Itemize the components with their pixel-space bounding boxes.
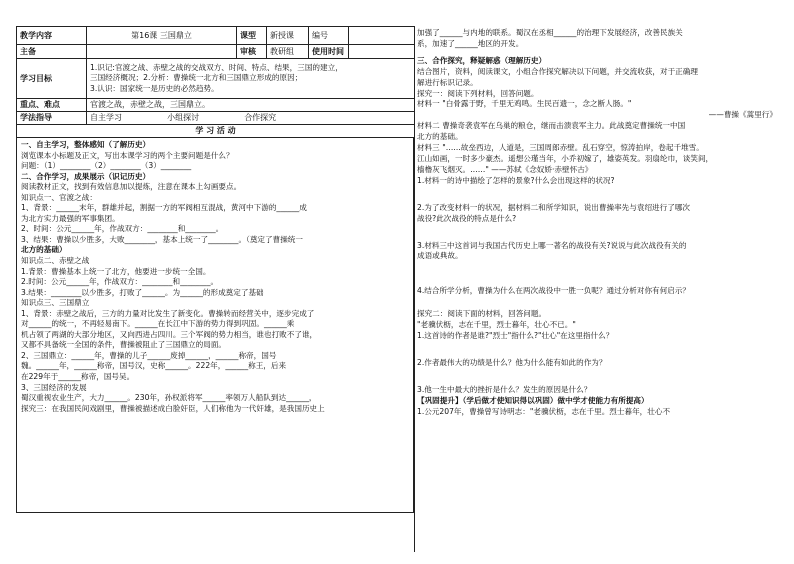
header-table xyxy=(16,26,415,138)
guide-v1: 自主学习 xyxy=(90,113,122,122)
right-line: 【巩固提升】（学后做才使知识得以巩固）做中学才使能力有所提高） xyxy=(417,395,649,405)
left-line: 3、结果：曹操以少胜多，大败________，基本上统一了________。（奠定了曹操统一 xyxy=(21,234,303,244)
right-line: 成语或典故。 xyxy=(417,251,463,261)
right-line: 2.作者最伟大的功绩是什么？他为什么能有如此的作为？ xyxy=(417,357,607,367)
left-column xyxy=(16,26,414,551)
left-line: 知识点二、赤壁之战 xyxy=(21,256,90,266)
left-line: 3、三国经济的发展 xyxy=(21,382,87,392)
author-label: 主备 xyxy=(17,45,87,59)
left-line: 魏。______年，______称帝，国号汉，史称______。222年，______称王，后来 xyxy=(21,361,287,371)
left-body xyxy=(16,138,414,513)
right-line: 1.这首诗的作者是谁?"烈士"指什么?"壮心"在这里指什么？ xyxy=(417,331,614,341)
left-line: 阅读教材正文，找到有效信息加以提炼，注意在课本上勾画要点。 xyxy=(21,182,242,192)
right-line: 樯橹灰飞烟灭。……" ——苏轼《念奴娇·赤壁怀古》 xyxy=(417,164,593,174)
goal-line: 1.识记:官渡之战、赤壁之战的交战双方、时间、特点、结果，三国的建立， xyxy=(90,62,343,72)
right-line: 加强了______与内地的联系。蜀汉在丞相______的治理下发展经济，改善民族关 xyxy=(417,28,683,37)
guide-label: 学法指导 xyxy=(17,112,87,125)
left-line: 对______的统一，不再轻易南下。______在长江中下游的势力得到巩固。______乘 xyxy=(21,319,295,329)
left-line: 问题：（1）________（2）________（3）________ xyxy=(21,161,192,171)
left-line: 为北方实力最强的军事集团。 xyxy=(21,213,120,223)
right-line: 系，加速了______地区的开发。 xyxy=(417,38,524,48)
author-value xyxy=(87,45,237,59)
goals-label: 学习目标 xyxy=(17,59,87,99)
content-label: 教学内容 xyxy=(17,27,87,45)
right-line: 探究二：阅读下面的材料，回答问题。 xyxy=(417,309,547,319)
right-line: 三、合作探究，释疑解惑（理解历史） xyxy=(417,55,547,65)
right-line: 结合图片，资料，阅读课文，小组合作探究解决以下问题，并交流收获，对于正确理 xyxy=(417,66,698,76)
right-line: 3.材料三中这首词与我国古代历史上哪一著名的战役有关?说说与此次战役有关的 xyxy=(417,240,687,250)
right-line: 材料一 "白骨露于野，千里无鸡鸣。生民百遗一，念之断人肠。" xyxy=(417,99,632,109)
left-line: 2.时间：公元______年，作战双方：________和________。 xyxy=(21,277,219,287)
left-line: 1、背景：赤壁之战后，三方的力量对比发生了新变化。曹操转而经营关中，逐步完成了 xyxy=(21,308,315,318)
right-line: 材料二 曹操奇袭袁军在乌巢的粮仓，继而击溃袁军主力。此战奠定曹操统一中国 xyxy=(417,121,686,131)
type-value: 新授课 xyxy=(267,27,309,45)
right-line: 解进行标识记录。 xyxy=(417,77,478,87)
right-line: 材料三 "……故垒西边，人道是，三国周郎赤壁。乱石穿空，惊涛拍岸，卷起千堆雪。 xyxy=(417,143,704,153)
time-value xyxy=(349,45,415,59)
left-line: 在229年于______称帝，国号吴。 xyxy=(21,372,135,382)
right-line: ——曹操《蒿里行》 xyxy=(708,110,777,120)
left-line: 浏览课本小标题及正文，写出本课学习的两个主要问题是什么？ xyxy=(21,150,234,160)
guide-v3: 合作探究 xyxy=(244,113,277,122)
right-line: 2.为了改变材料一的状况，据材料二和所学知识，说出曹操率先与袁绍进行了哪次 xyxy=(417,202,691,212)
lesson-title: 第16课 三国鼎立 xyxy=(87,27,237,45)
goal-line: 三国经济概况；2.分析：曹操统一北方和三国鼎立形成的原因； xyxy=(90,73,303,83)
guide-values xyxy=(87,112,415,125)
left-line: 知识点三、三国鼎立 xyxy=(21,298,90,308)
code-label: 编号 xyxy=(309,27,349,45)
goal-line: 3.认识：国家统一是历史的必然趋势。 xyxy=(90,83,219,93)
key-value: 官渡之战，赤壁之战，三国鼎立。 xyxy=(87,99,415,112)
left-line: 3.结果：________以少胜多，打败了______。为______的形成奠定了基础 xyxy=(21,287,264,297)
time-label: 使用时间 xyxy=(309,45,349,59)
review-label: 审核 xyxy=(237,45,267,59)
left-line: 1.背景：曹操基本上统一了北方，他要进一步统一全国。 xyxy=(21,266,211,276)
code-value xyxy=(349,27,415,45)
left-line: 蜀汉重视农业生产，大力______。230年，孙权派将军______率领万人船队到达______， xyxy=(21,393,317,403)
right-line: 江山如画，一时多少豪杰。遥想公瑾当年，小乔初嫁了，雄姿英发。羽扇纶巾，谈笑间， xyxy=(417,153,714,163)
left-line: 2、三国鼎立：______年，曹操的儿子______废掉______，______称帝，国号 xyxy=(21,350,277,360)
key-label: 重点、难点 xyxy=(17,99,87,112)
column-divider xyxy=(414,26,415,552)
goals-content xyxy=(87,59,415,99)
right-line: 北方的基础。 xyxy=(417,132,463,142)
right-column xyxy=(417,28,777,548)
left-line: 1、背景：______末年，群雄并起，割据一方的军阀相互混战，黄河中下游的______成 xyxy=(21,203,307,213)
right-line: "老骥伏枥，志在千里，烈士暮年，壮心不已。" xyxy=(417,320,576,330)
right-line: 1.公元207年，曹操曾写诗明志："老骥伏枥，志在千里。烈士暮年，壮心不 xyxy=(417,406,671,416)
left-line: 又都不具备统一全国的条件，曹操被阻止了三国鼎立的局面。 xyxy=(21,340,227,350)
right-line: 探究一：阅读下列材料，回答问题。 xyxy=(417,88,539,98)
guide-v2: 小组探讨 xyxy=(167,113,200,122)
left-line: 二、合作学习，成果展示（识记历史） xyxy=(21,171,151,181)
right-line: 4.结合所学分析，曹操为什么在两次战役中一胜一负呢？通过分析对你有何启示？ xyxy=(417,286,691,296)
activity-title: 学 习 活 动 xyxy=(17,125,415,138)
right-line: 战役?此次战役的特点是什么? xyxy=(417,213,517,223)
left-line: 北方的基础） xyxy=(21,245,67,255)
left-line: 知识点一、官渡之战： xyxy=(21,192,97,202)
left-line: 一、自主学习，整体感知（了解历史） xyxy=(21,140,151,149)
type-label: 课型 xyxy=(237,27,267,45)
left-line: 探究三：在我国民间戏剧里，曹操被描述成白脸奸臣，人们称他为一代奸雄，是我国历史上 xyxy=(21,403,325,413)
right-line: 1.材料一的诗中描绘了怎样的景象?什么会出现这样的状况? xyxy=(417,175,615,185)
left-line: 2、时间：公元______年，作战双方：________和________。 xyxy=(21,224,224,234)
right-line: 3.他一生中最大的挫折是什么？发生的原因是什么？ xyxy=(417,384,592,394)
left-line: 机占领了两湖的大部分地区，又向西进占四川。三个军阀的势力相当，谁也打败不了谁， xyxy=(21,329,318,339)
review-value: 教研组 xyxy=(267,45,309,59)
